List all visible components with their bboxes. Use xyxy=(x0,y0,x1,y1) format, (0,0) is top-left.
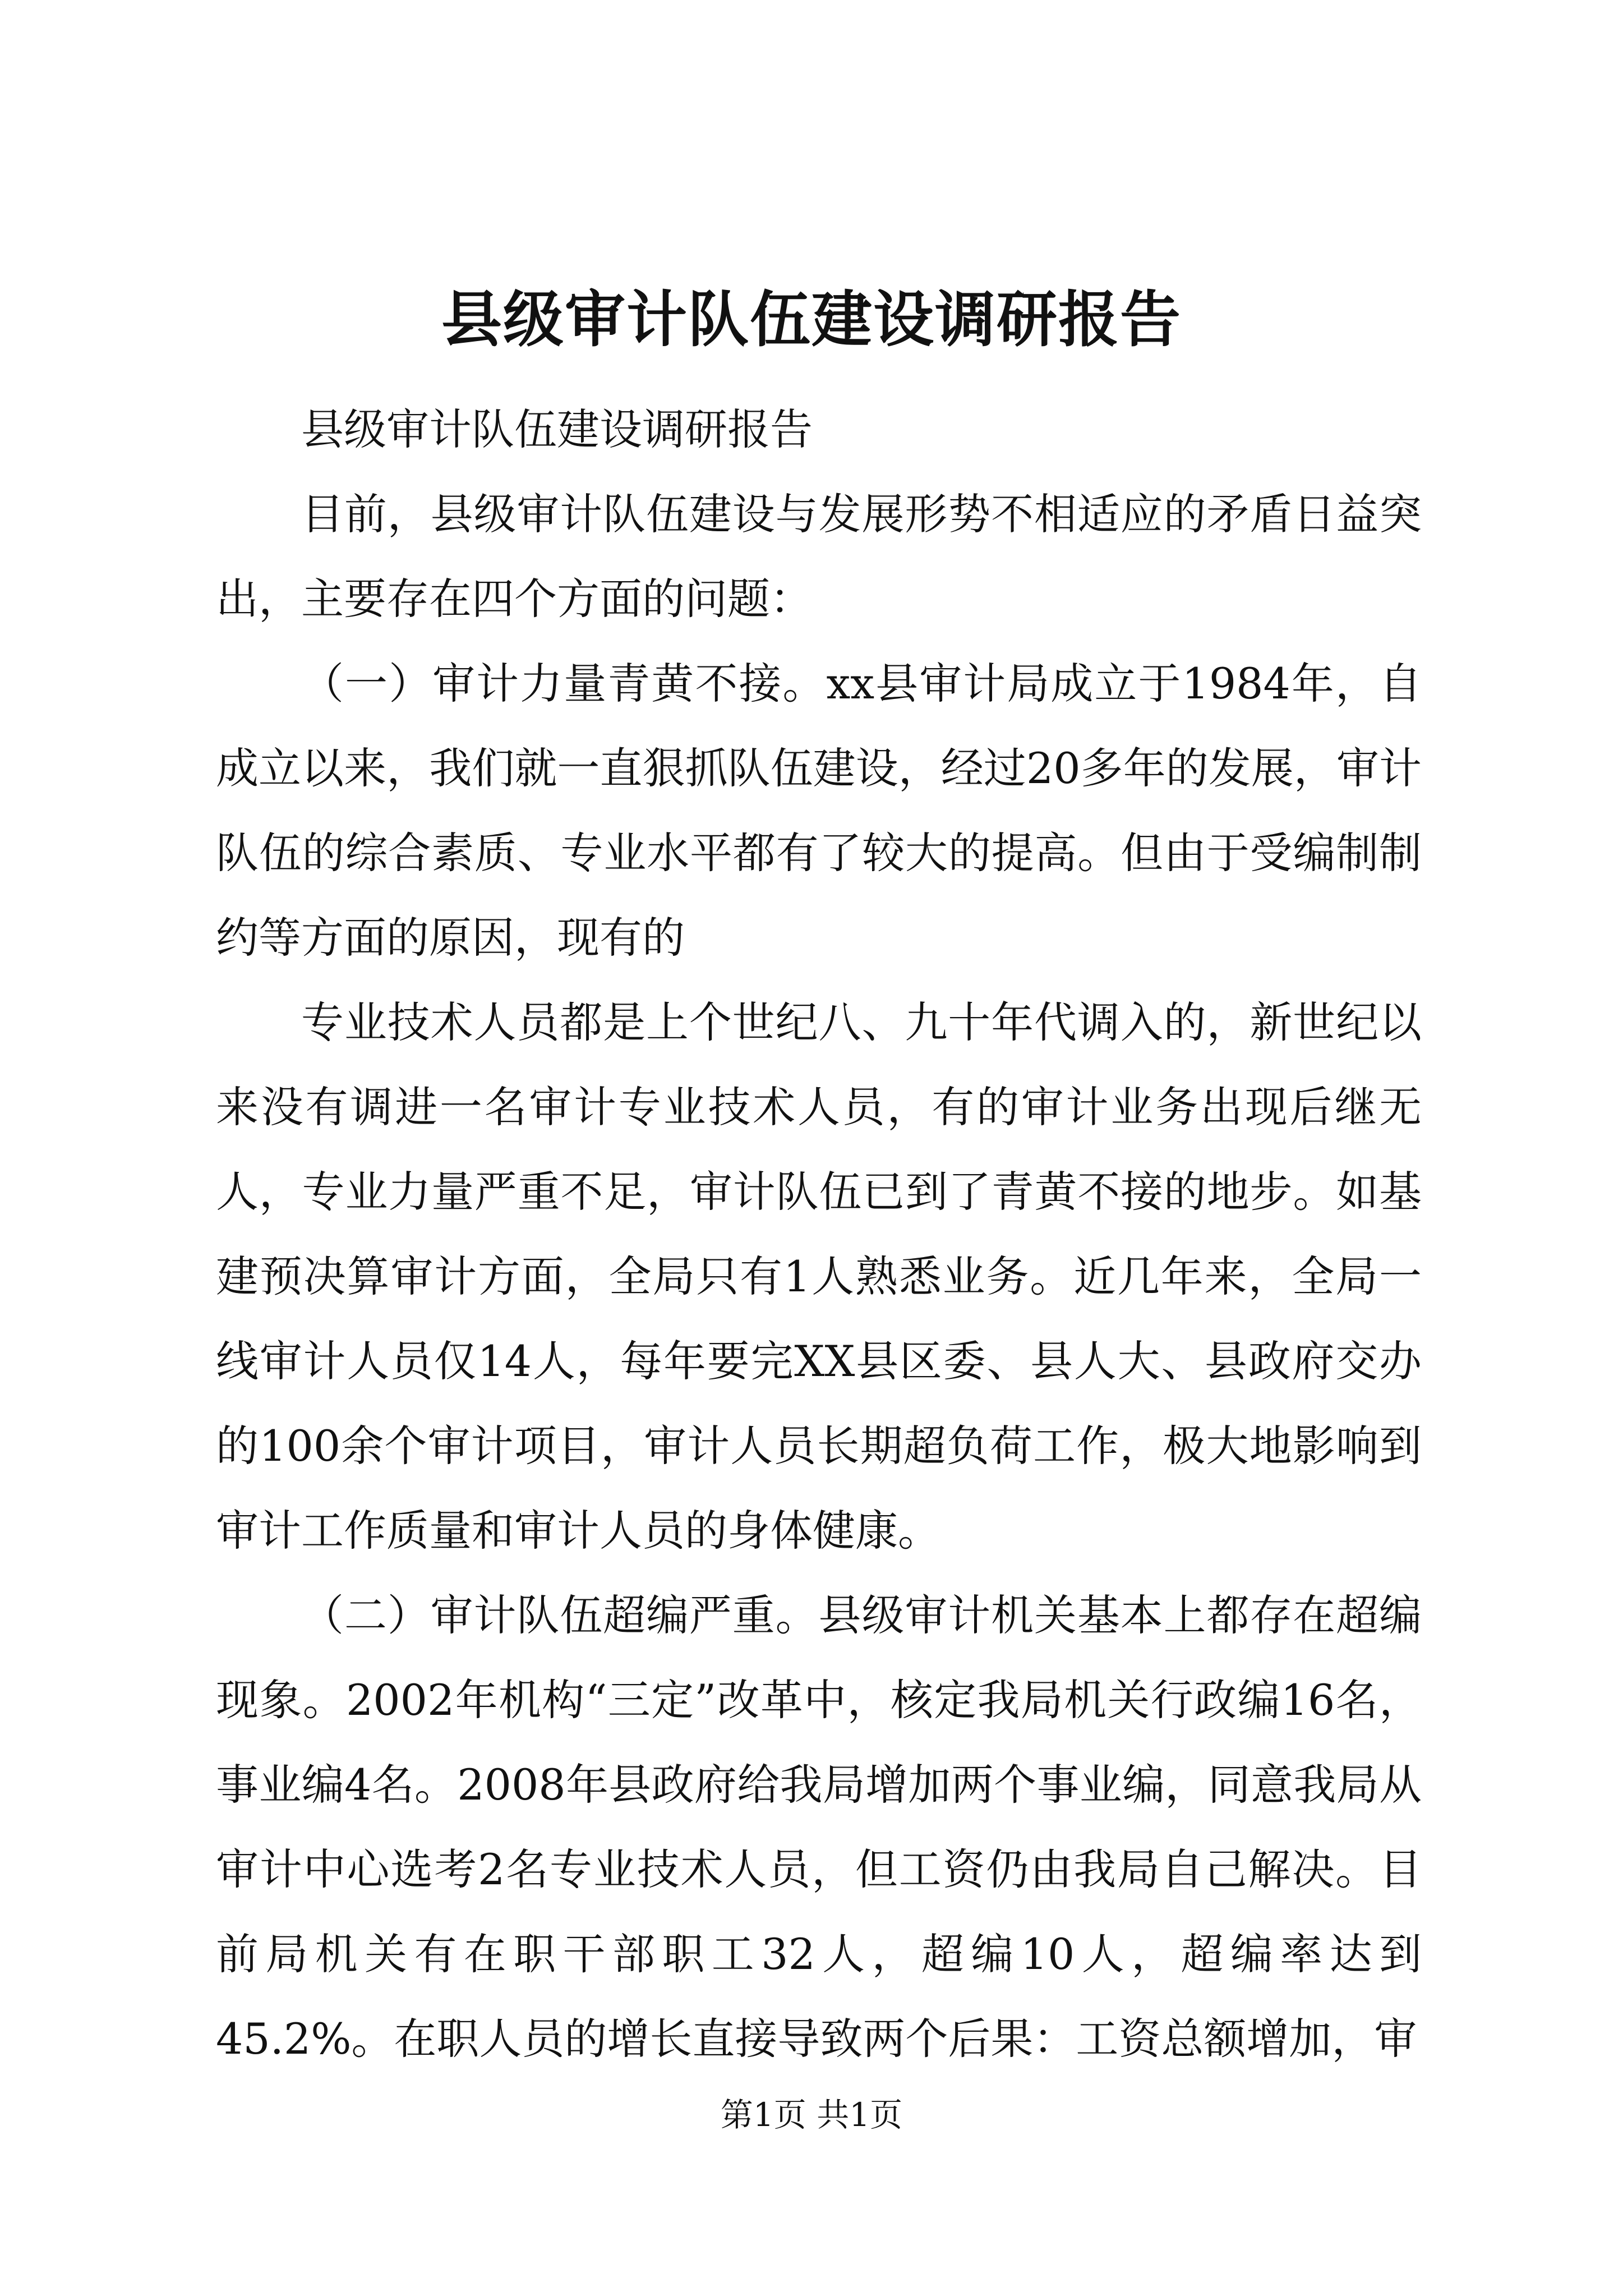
paragraph-section-2: （二）审计队伍超编严重。县级审计机关基本上都存在超编现象。2002年机构“三定”改革中，核定我局机关行政编16名，事业编4名。2008年县政府给我局增加两个事业编，同意我局从审计中心选考2名专业技术人员，但工资仍由我局自己解决。目前局机关有在职干部职工32人，超编10人，超编率达到45.2%。在职人员的增长直接导致两个后果：工资总额增加，审 xyxy=(216,1590,1422,2064)
document-body xyxy=(216,387,1422,2081)
paragraph-intro: 目前，县级审计队伍建设与发展形势不相适应的矛盾日益突出，主要存在四个方面的问题： xyxy=(216,489,1422,624)
document-title: 县级审计队伍建设调研报告 xyxy=(441,284,1182,355)
paragraph-section-1: （一）审计力量青黄不接。xx县审计局成立于1984年，自成立以来，我们就一直狠抓队伍建设，经过20多年的发展，审计队伍的综合素质、专业水平都有了较大的提高。但由于受编制制约等方面的原因，现有的 xyxy=(216,659,1422,963)
page-number-footer: 第1页 共1页 xyxy=(720,2096,903,2134)
paragraph-subtitle: 县级审计队伍建设调研报告 xyxy=(301,404,813,454)
paragraph-section-1-continued: 专业技术人员都是上个世纪八、九十年代调入的，新世纪以来没有调进一名审计专业技术人员，有的审计业务出现后继无人，专业力量严重不足，审计队伍已到了青黄不接的地步。如基建预决算审计方面，全局只有1人熟悉业务。近几年来，全局一线审计人员仅14人，每年要完XX县区委、县人大、县政府交办的100余个审计项目，审计人员长期超负荷工作，极大地影响到审计工作质量和审计人员的身体健康。 xyxy=(216,997,1422,1556)
